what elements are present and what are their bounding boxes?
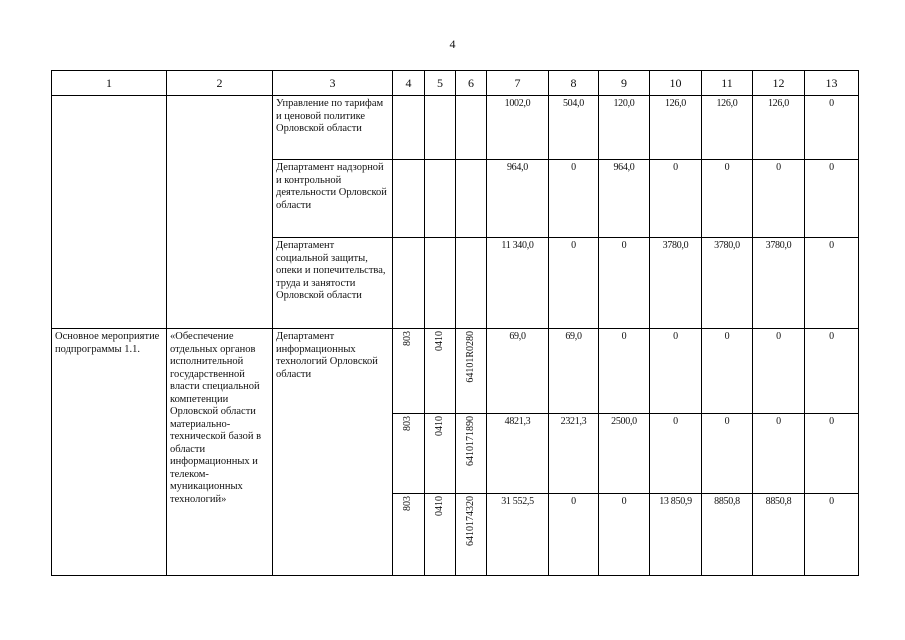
empty-cell [52,96,167,329]
rzpr-code-cell [425,414,456,494]
value-cell: 0 [599,238,650,329]
value-cell: 120,0 [599,96,650,160]
value-cell: 0 [549,160,599,238]
value-cell: 31 552,5 [487,494,549,576]
value-cell: 0 [805,96,859,160]
value-cell: 0 [753,329,805,414]
col-header: 4 [393,71,425,96]
measure-description-cell: «Обеспечение отдельных органов исполнительной государственной власти специальной компетенции Орловской области материально-технической базой в области информационных и телеком-муникационных технологий» [167,329,273,576]
value-cell: 3780,0 [702,238,753,329]
grbs-code: 803 [402,331,414,346]
value-cell: 3780,0 [650,238,702,329]
value-cell: 69,0 [549,329,599,414]
value-cell: 126,0 [650,96,702,160]
col-header: 2 [167,71,273,96]
value-cell: 2321,3 [549,414,599,494]
value-cell: 0 [650,414,702,494]
col-header: 9 [599,71,650,96]
empty-cell [393,160,425,238]
empty-cell [456,238,487,329]
value-cell: 0 [549,494,599,576]
header-row [52,71,859,96]
col-header: 12 [753,71,805,96]
value-cell: 0 [702,414,753,494]
grbs-code: 803 [402,416,414,431]
empty-cell [425,96,456,160]
value-cell: 0 [805,414,859,494]
grbs-code-cell [393,494,425,576]
empty-cell [456,96,487,160]
value-cell: 0 [805,494,859,576]
value-cell: 3780,0 [753,238,805,329]
col-header: 3 [273,71,393,96]
col-header: 11 [702,71,753,96]
empty-cell [393,238,425,329]
value-cell: 8850,8 [702,494,753,576]
value-cell: 13 850,9 [650,494,702,576]
col-header: 8 [549,71,599,96]
csr-code: 64101R0280 [464,331,476,383]
executor-cell: Департамент надзорной и контрольной деятельности Орловской области [273,160,393,238]
csr-code: 6410174320 [464,496,476,546]
value-cell: 0 [753,160,805,238]
rzpr-code-cell [425,494,456,576]
csr-code-cell [456,414,487,494]
value-cell: 0 [805,238,859,329]
value-cell: 0 [753,414,805,494]
csr-code: 6410171890 [464,416,476,466]
value-cell: 0 [650,329,702,414]
csr-code-cell [456,329,487,414]
value-cell: 0 [805,160,859,238]
value-cell: 0 [805,329,859,414]
executor-cell: Управление по тарифам и ценовой политике Орловской области [273,96,393,160]
value-cell: 8850,8 [753,494,805,576]
empty-cell [456,160,487,238]
value-cell: 1002,0 [487,96,549,160]
col-header: 5 [425,71,456,96]
grbs-code-cell [393,414,425,494]
table-row [52,329,859,414]
empty-cell [393,96,425,160]
executor-cell: Департамент информационных технологий Орловской области [273,329,393,576]
csr-code-cell [456,494,487,576]
value-cell: 0 [702,160,753,238]
value-cell: 126,0 [702,96,753,160]
page-number: 4 [449,37,456,51]
rzpr-code: 0410 [433,416,445,436]
col-header: 7 [487,71,549,96]
executor-cell: Департамент социальной защиты, опеки и попечительства, труда и занятости Орловской области [273,238,393,329]
value-cell: 964,0 [487,160,549,238]
value-cell: 0 [650,160,702,238]
value-cell: 11 340,0 [487,238,549,329]
col-header: 6 [456,71,487,96]
value-cell: 964,0 [599,160,650,238]
measure-name-cell: Основное мероприятие подпрограммы 1.1. [52,329,167,576]
rzpr-code: 0410 [433,331,445,351]
col-header: 1 [52,71,167,96]
value-cell: 2500,0 [599,414,650,494]
empty-cell [425,160,456,238]
table-row [52,96,859,160]
value-cell: 4821,3 [487,414,549,494]
col-header: 10 [650,71,702,96]
grbs-code-cell [393,329,425,414]
value-cell: 0 [599,329,650,414]
empty-cell [167,96,273,329]
value-cell: 0 [702,329,753,414]
rzpr-code: 0410 [433,496,445,516]
value-cell: 504,0 [549,96,599,160]
col-header: 13 [805,71,859,96]
grbs-code: 803 [402,496,414,511]
rzpr-code-cell [425,329,456,414]
value-cell: 0 [549,238,599,329]
empty-cell [425,238,456,329]
value-cell: 126,0 [753,96,805,160]
value-cell: 69,0 [487,329,549,414]
budget-table [51,70,859,576]
value-cell: 0 [599,494,650,576]
